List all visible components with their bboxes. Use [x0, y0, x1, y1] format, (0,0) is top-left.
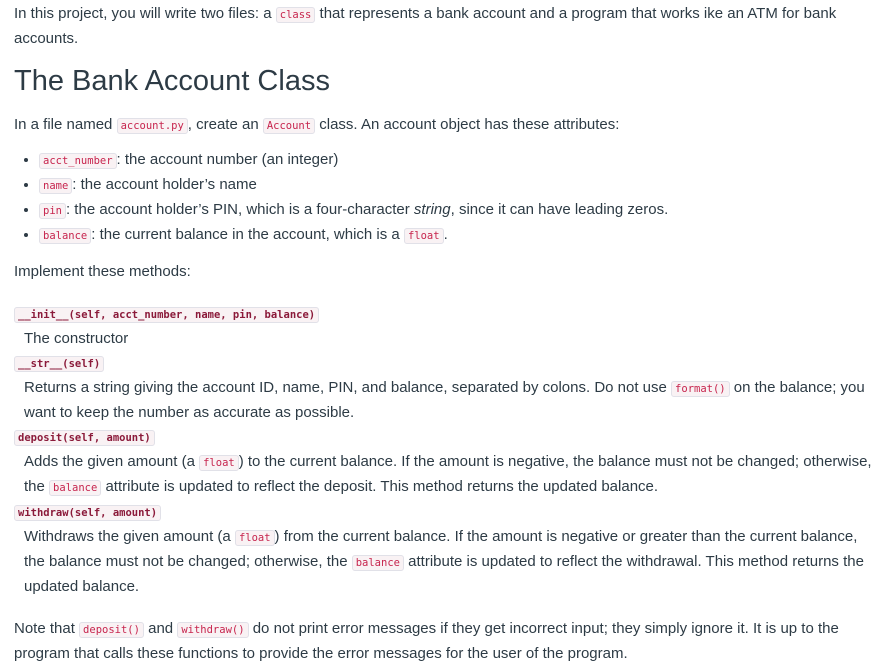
- file-paragraph: [14, 113, 872, 138]
- file-text-3: class. An account object has these attributes:: [315, 116, 620, 133]
- inline-code-class: class: [276, 7, 316, 23]
- list-item: [39, 148, 872, 173]
- attr-emphasis: string: [413, 201, 451, 218]
- method-desc-text: attribute is updated to reflect the withdrawal. This method returns the updated balance.: [24, 553, 864, 595]
- method-code: __init__(self, acct_number, name, pin, balance): [14, 307, 319, 323]
- section-heading: The Bank Account Class: [14, 65, 330, 97]
- note-text: Note that: [14, 620, 80, 637]
- method-desc-text: Withdraws the given amount (a: [24, 528, 235, 545]
- method-signature: [14, 302, 872, 327]
- attr-text: , since it can have leading zeros.: [450, 201, 669, 218]
- list-item: [39, 173, 872, 198]
- method-signature: [14, 425, 872, 450]
- method-description: [24, 327, 872, 351]
- method-signature: [14, 500, 872, 525]
- inline-code-format: format(): [671, 381, 730, 397]
- attr-text: : the account number (an integer): [116, 151, 339, 168]
- note-text: do not print error messages if they get incorrect input; they simply ignore it. It is up to the program that calls these functions to provide the error messages for the user of the program.: [14, 620, 839, 662]
- method-description: [24, 525, 872, 599]
- attr-text: : the current balance in the account, which is a: [91, 226, 404, 243]
- inline-code-classname: Account: [263, 118, 315, 134]
- file-text-2: , create an: [187, 116, 263, 133]
- method-desc-text: Returns a string giving the account ID, name, PIN, and balance, separated by colons. Do not use: [24, 379, 672, 396]
- method-desc-text: attribute is updated to reflect the deposit. This method returns the updated balance.: [101, 478, 659, 495]
- inline-code-withdraw: withdraw(): [177, 622, 248, 638]
- method-desc-text: ) to the current balance. If the amount is negative, the balance must not be changed; otherwise, the: [24, 453, 872, 495]
- attr-code: balance: [39, 228, 91, 244]
- methods-intro: Implement these methods:: [14, 263, 191, 280]
- method-code: deposit(self, amount): [14, 430, 155, 446]
- attr-text: : the account holder’s PIN, which is a four-character: [65, 201, 414, 218]
- intro-paragraph: [14, 2, 872, 51]
- inline-code-float: float: [235, 530, 275, 546]
- list-item: [39, 223, 872, 248]
- attr-code: name: [39, 178, 72, 194]
- method-code: withdraw(self, amount): [14, 505, 161, 521]
- inline-code-balance: balance: [352, 555, 404, 571]
- attr-code: pin: [39, 203, 66, 219]
- method-description: [24, 450, 872, 500]
- attr-text: : the account holder’s name: [72, 176, 257, 193]
- file-text-1: In a file named: [14, 116, 117, 133]
- note-text: and: [143, 620, 178, 637]
- note-paragraph: [14, 617, 872, 666]
- intro-text-before: In this project, you will write two files: a: [14, 5, 276, 22]
- method-desc-text: on the balance; you want to keep the number as accurate as possible.: [24, 379, 865, 421]
- method-code: __str__(self): [14, 356, 104, 372]
- attr-text: .: [443, 226, 448, 243]
- method-description: [24, 376, 872, 425]
- attr-code: acct_number: [39, 153, 117, 169]
- inline-code-balance: balance: [49, 480, 101, 496]
- intro-text-after: that represents a bank account and a program that works ike an ATM for bank accounts.: [14, 5, 837, 47]
- method-desc-text: Adds the given amount (a: [24, 453, 200, 470]
- inline-code-filename: account.py: [117, 118, 188, 134]
- method-desc-text: The constructor: [24, 330, 129, 347]
- inline-code-float: float: [199, 455, 239, 471]
- method-signature: [14, 351, 872, 376]
- attr-code-float: float: [404, 228, 444, 244]
- list-item: [39, 198, 872, 223]
- attribute-list: [14, 148, 872, 248]
- inline-code-deposit: deposit(): [79, 622, 144, 638]
- method-desc-text: ) from the current balance. If the amount is negative or greater than the current balance, the balance must not be changed; otherwise, the: [24, 528, 858, 570]
- method-list: [14, 302, 872, 599]
